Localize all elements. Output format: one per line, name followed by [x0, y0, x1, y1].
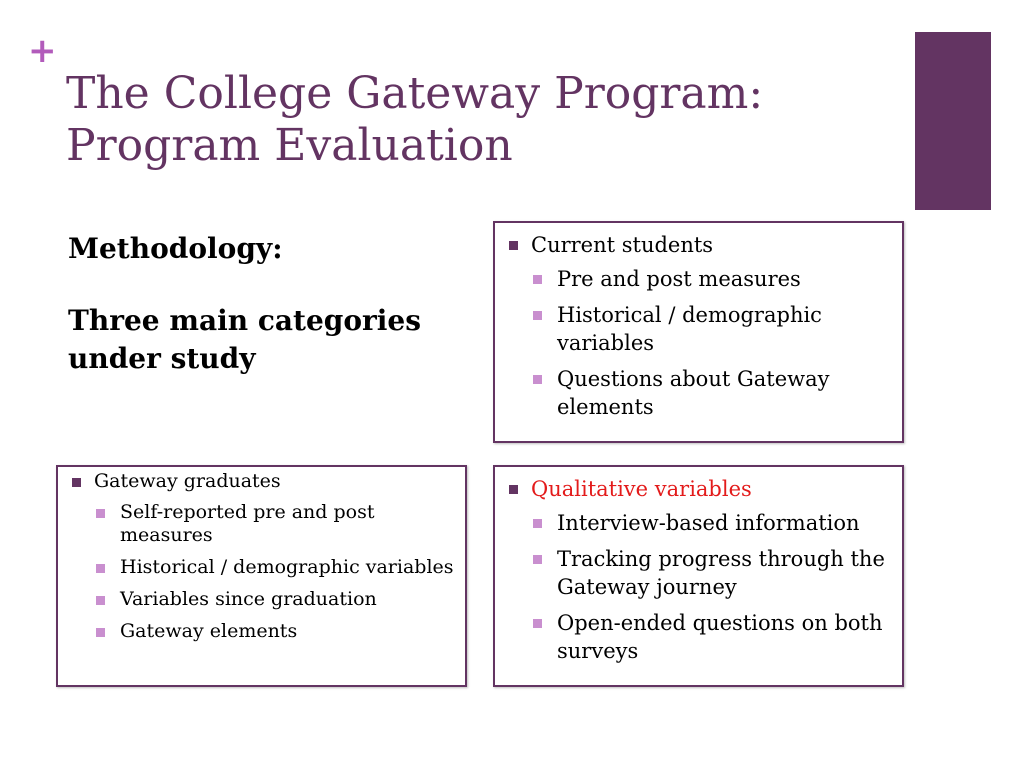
list-item-text: Tracking progress through the Gateway journey — [557, 547, 885, 599]
category-label: Gateway graduates — [94, 470, 281, 492]
list-item — [531, 545, 894, 601]
list-item — [531, 609, 894, 665]
list-item — [531, 265, 894, 293]
list-item-text: Variables since graduation — [120, 588, 377, 610]
square-bullet-icon — [96, 509, 105, 518]
square-bullet-icon — [96, 564, 105, 573]
square-bullet-icon — [533, 519, 542, 528]
plus-icon: + — [28, 31, 57, 71]
list-item — [94, 501, 457, 547]
list-item-text: Pre and post measures — [557, 267, 801, 291]
list-item — [531, 509, 894, 537]
list-item-text: Interview-based information — [557, 511, 860, 535]
list-item — [94, 620, 457, 643]
square-bullet-icon — [533, 375, 542, 384]
methodology-heading: Methodology: — [68, 232, 283, 265]
gateway-graduates-box — [56, 465, 467, 687]
category-label: Qualitative variables — [531, 477, 752, 501]
square-bullet-icon — [533, 619, 542, 628]
list-item-text: Open-ended questions on both surveys — [557, 611, 883, 663]
list-item-text: Self-reported pre and post measures — [120, 501, 375, 546]
category-label: Current students — [531, 233, 714, 257]
square-bullet-icon — [96, 628, 105, 637]
square-bullet-icon — [509, 241, 518, 250]
accent-bar — [915, 32, 991, 210]
qualitative-variables-box — [493, 465, 904, 687]
list-item-text: Questions about Gateway elements — [557, 367, 830, 419]
category-gateway-graduates — [58, 470, 457, 643]
methodology-subheading: Three main categories under study — [68, 304, 421, 375]
square-bullet-icon — [533, 311, 542, 320]
list-item-text: Historical / demographic variables — [120, 556, 454, 578]
list-item-text: Gateway elements — [120, 620, 298, 642]
square-bullet-icon — [533, 275, 542, 284]
list-item — [531, 365, 894, 421]
list-item-text: Historical / demographic variables — [557, 303, 822, 355]
category-qualitative-variables — [495, 475, 894, 665]
list-item — [94, 556, 457, 579]
list-item — [531, 301, 894, 357]
current-students-box — [493, 221, 904, 443]
category-current-students — [495, 231, 894, 421]
slide-title: The College Gateway Program: Program Evaluation — [66, 68, 764, 171]
square-bullet-icon — [96, 596, 105, 605]
square-bullet-icon — [533, 555, 542, 564]
list-item — [94, 588, 457, 611]
square-bullet-icon — [509, 485, 518, 494]
square-bullet-icon — [72, 478, 81, 487]
